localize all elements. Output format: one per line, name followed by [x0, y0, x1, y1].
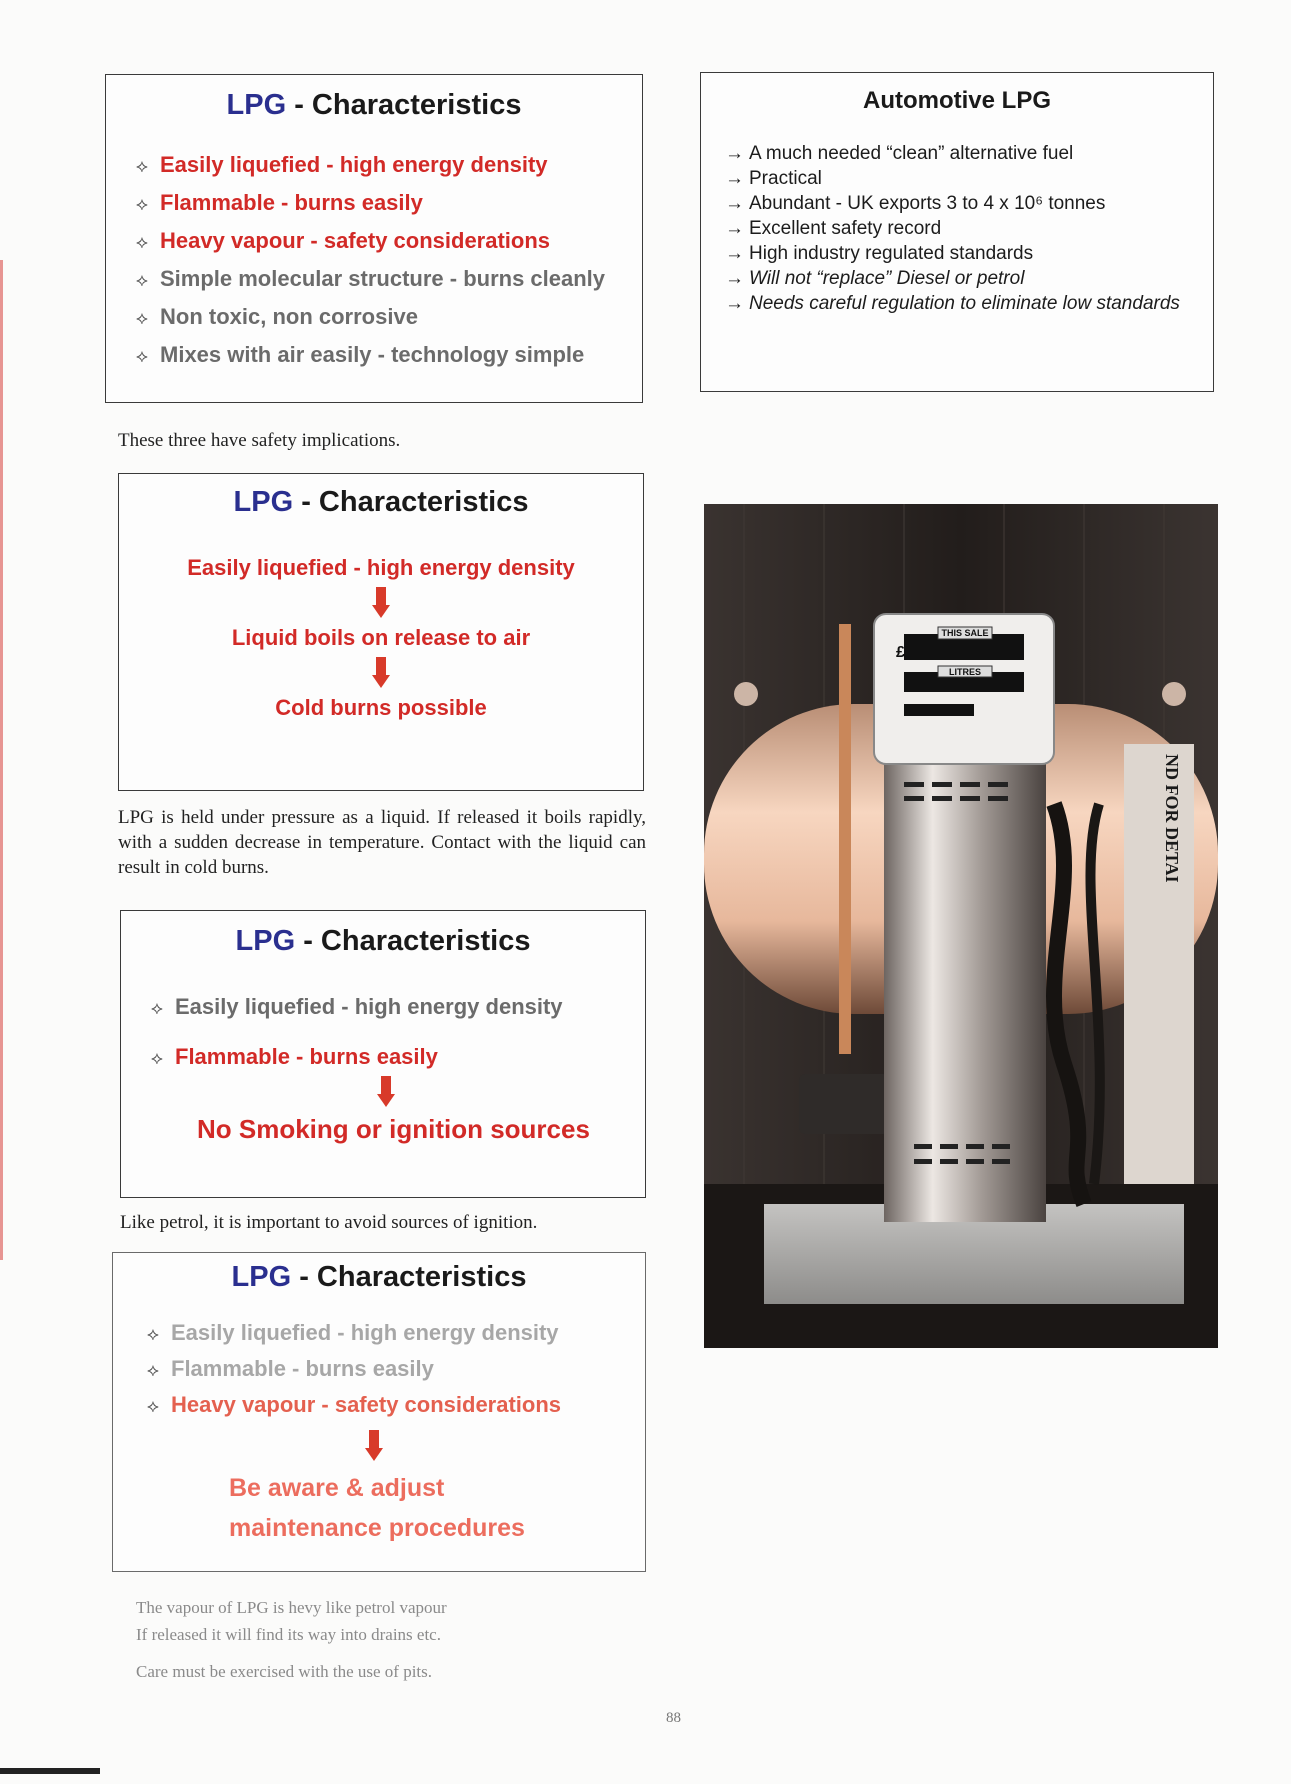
down-arrow-icon — [372, 657, 390, 689]
result-line: maintenance procedures — [229, 1514, 525, 1542]
list-item: → Abundant - UK exports 3 to 4 x 10⁶ tonnes — [723, 191, 1193, 216]
flow-step: Liquid boils on release to air — [231, 625, 531, 650]
diamond-icon: ⟡ — [136, 232, 148, 252]
flow-diagram — [119, 555, 643, 721]
caption-line: Care must be exercised with the use of pits. — [136, 1662, 433, 1681]
result-text — [229, 1468, 645, 1548]
bullet-list — [136, 152, 642, 368]
list-item: → High industry regulated standards — [723, 241, 1193, 266]
caption-line: If released it will find its way into drains etc. — [136, 1625, 441, 1644]
display-litres-label: LITRES — [948, 667, 982, 677]
diamond-icon: ⟡ — [147, 1324, 159, 1344]
slide-title: Automotive LPG — [862, 87, 1051, 114]
bullet-item: ⟡ Heavy vapour - safety considerations — [136, 228, 551, 253]
bullet-item: ⟡ Heavy vapour - safety considerations — [147, 1392, 562, 1417]
list-item: → Will not “replace” Diesel or petrol — [723, 266, 1193, 291]
slide-title — [121, 925, 645, 958]
caption: These three have safety implications. — [118, 430, 401, 451]
slide-ignition — [120, 910, 646, 1198]
bullet-item: ⟡ Mixes with air easily - technology simple — [136, 342, 585, 367]
title-text: - Characteristics — [293, 486, 529, 518]
bullet-list — [151, 994, 645, 1070]
title-text: - Characteristics — [286, 89, 522, 121]
diamond-icon: ⟡ — [136, 346, 148, 366]
bullet-item: ⟡ Non toxic, non corrosive — [136, 304, 418, 329]
bullet-item: ⟡ Simple molecular structure - burns cleanly — [136, 266, 606, 291]
diamond-icon: ⟡ — [136, 194, 148, 214]
scan-edge — [0, 1768, 100, 1774]
bullet-item: ⟡ Flammable - burns easily — [136, 190, 423, 215]
result-line: Be aware & adjust — [229, 1474, 445, 1502]
bullet-item: ⟡ Flammable - burns easily — [151, 1044, 438, 1069]
slide-title — [106, 89, 642, 122]
title-brand: LPG — [231, 1261, 292, 1293]
caption-line: The vapour of LPG is hevy like petrol vapour — [136, 1598, 447, 1617]
title-text: - Characteristics — [295, 925, 531, 957]
list-item: → Needs careful regulation to eliminate low standards — [723, 291, 1193, 316]
list-item: → Practical — [723, 166, 1193, 191]
title-brand: LPG — [226, 89, 287, 121]
dispenser-illustration — [704, 504, 1218, 1348]
bullet-list — [147, 1320, 645, 1418]
down-arrow-icon — [377, 1076, 395, 1108]
slide-title — [113, 1261, 645, 1294]
diamond-icon: ⟡ — [136, 270, 148, 290]
bullet-item: ⟡ Easily liquefied - high energy density — [151, 994, 563, 1019]
display-currency-label: £ — [896, 644, 905, 661]
side-sign-text: ND FOR DETAI — [1162, 754, 1182, 883]
diamond-icon: ⟡ — [147, 1396, 159, 1416]
slide-heavy-vapour — [112, 1252, 646, 1572]
diamond-icon: ⟡ — [136, 156, 148, 176]
result-text: No Smoking or ignition sources — [197, 1114, 590, 1144]
down-arrow-icon — [365, 1430, 383, 1462]
bullet-item: ⟡ Easily liquefied - high energy density — [147, 1320, 559, 1345]
title-brand: LPG — [235, 925, 296, 957]
caption: LPG is held under pressure as a liquid. If released it boils rapidly, with a sudden decrease in temperature. Contact with the liquid can result in cold burns. — [118, 807, 646, 878]
diamond-icon: ⟡ — [151, 998, 163, 1018]
list-item: → A much needed “clean” alternative fuel — [723, 141, 1193, 166]
flow-step: Easily liquefied - high energy density — [187, 555, 575, 580]
slide-automotive-lpg — [700, 72, 1214, 392]
display-this-sale-label: THIS SALE — [941, 628, 989, 638]
caption: Like petrol, it is important to avoid sources of ignition. — [120, 1212, 538, 1233]
diamond-icon: ⟡ — [147, 1360, 159, 1380]
slide-lpg-characteristics — [105, 74, 643, 403]
bullet-item: ⟡ Easily liquefied - high energy density — [136, 152, 548, 177]
caption-faint — [136, 1594, 447, 1685]
title-brand: LPG — [233, 486, 294, 518]
margin-mark — [0, 260, 3, 1260]
diamond-icon: ⟡ — [151, 1048, 163, 1068]
flow-step: Cold burns possible — [275, 695, 487, 720]
list-item: → Excellent safety record — [723, 216, 1193, 241]
page-number: 88 — [666, 1710, 681, 1726]
diamond-icon: ⟡ — [136, 308, 148, 328]
bullet-item: ⟡ Flammable - burns easily — [147, 1356, 434, 1381]
slide-liquefied-flow — [118, 473, 644, 791]
automotive-list — [723, 141, 1193, 316]
title-text: - Characteristics — [291, 1261, 527, 1293]
slide-title — [119, 486, 643, 519]
lpg-dispenser-photo — [704, 504, 1218, 1348]
down-arrow-icon — [372, 587, 390, 619]
